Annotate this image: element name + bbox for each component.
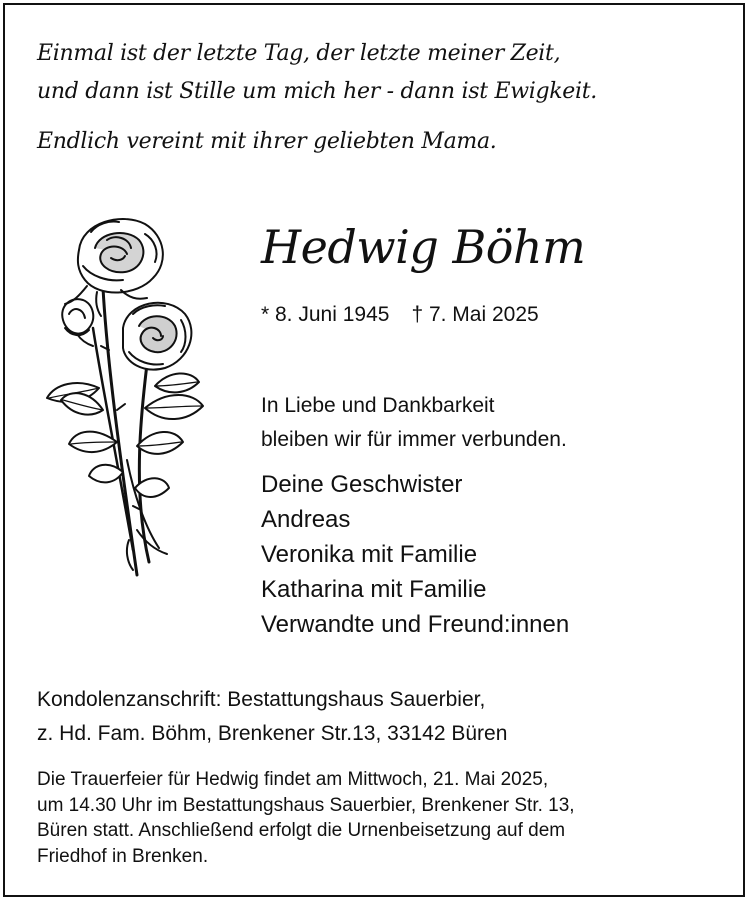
obituary-notice	[3, 3, 745, 897]
ceremony-line: um 14.30 Uhr im Bestattungshaus Sauerbier, Brenkener Str. 13,	[37, 794, 575, 816]
mourner-item: Katharina mit Familie	[261, 576, 487, 603]
condolence-line: z. Hd. Fam. Böhm, Brenkener Str.13, 33142 Büren	[37, 722, 508, 745]
condolence-address	[37, 683, 507, 751]
ceremony-line: Die Trauerfeier für Hedwig findet am Mittwoch, 21. Mai 2025,	[37, 769, 549, 790]
condolence-line: Kondolenzanschrift: Bestattungshaus Sauerbier,	[37, 688, 486, 711]
dedication-line: In Liebe und Dankbarkeit	[261, 394, 495, 417]
poem-line: und dann ist Stille um mich her - dann ist Ewigkeit.	[37, 79, 597, 104]
birth-date: * 8. Juni 1945	[261, 303, 390, 326]
poem-spacer	[37, 111, 717, 123]
death-date: † 7. Mai 2025	[411, 303, 539, 326]
mourner-item: Deine Geschwister	[261, 471, 463, 498]
poem-closing-line: Endlich vereint mit ihrer geliebten Mama.	[37, 129, 497, 154]
poem-line: Einmal ist der letzte Tag, der letzte meiner Zeit,	[37, 41, 561, 66]
dedication-line: bleiben wir für immer verbunden.	[261, 428, 567, 451]
poem	[37, 35, 717, 161]
roses-illustration-icon	[37, 210, 227, 590]
deceased-name: Hedwig Böhm	[261, 220, 586, 274]
dedication	[261, 389, 567, 457]
ceremony-line: Friedhof in Brenken.	[37, 845, 209, 867]
life-dates	[261, 301, 539, 329]
mourner-item: Verwandte und Freund:innen	[261, 611, 570, 638]
mourner-item: Andreas	[261, 506, 351, 533]
mourner-item: Veronika mit Familie	[261, 541, 478, 568]
ceremony-line: Büren statt. Anschließend erfolgt die Urnenbeisetzung auf dem	[37, 820, 566, 841]
ceremony-info	[37, 767, 727, 869]
mourners-list	[261, 467, 569, 642]
